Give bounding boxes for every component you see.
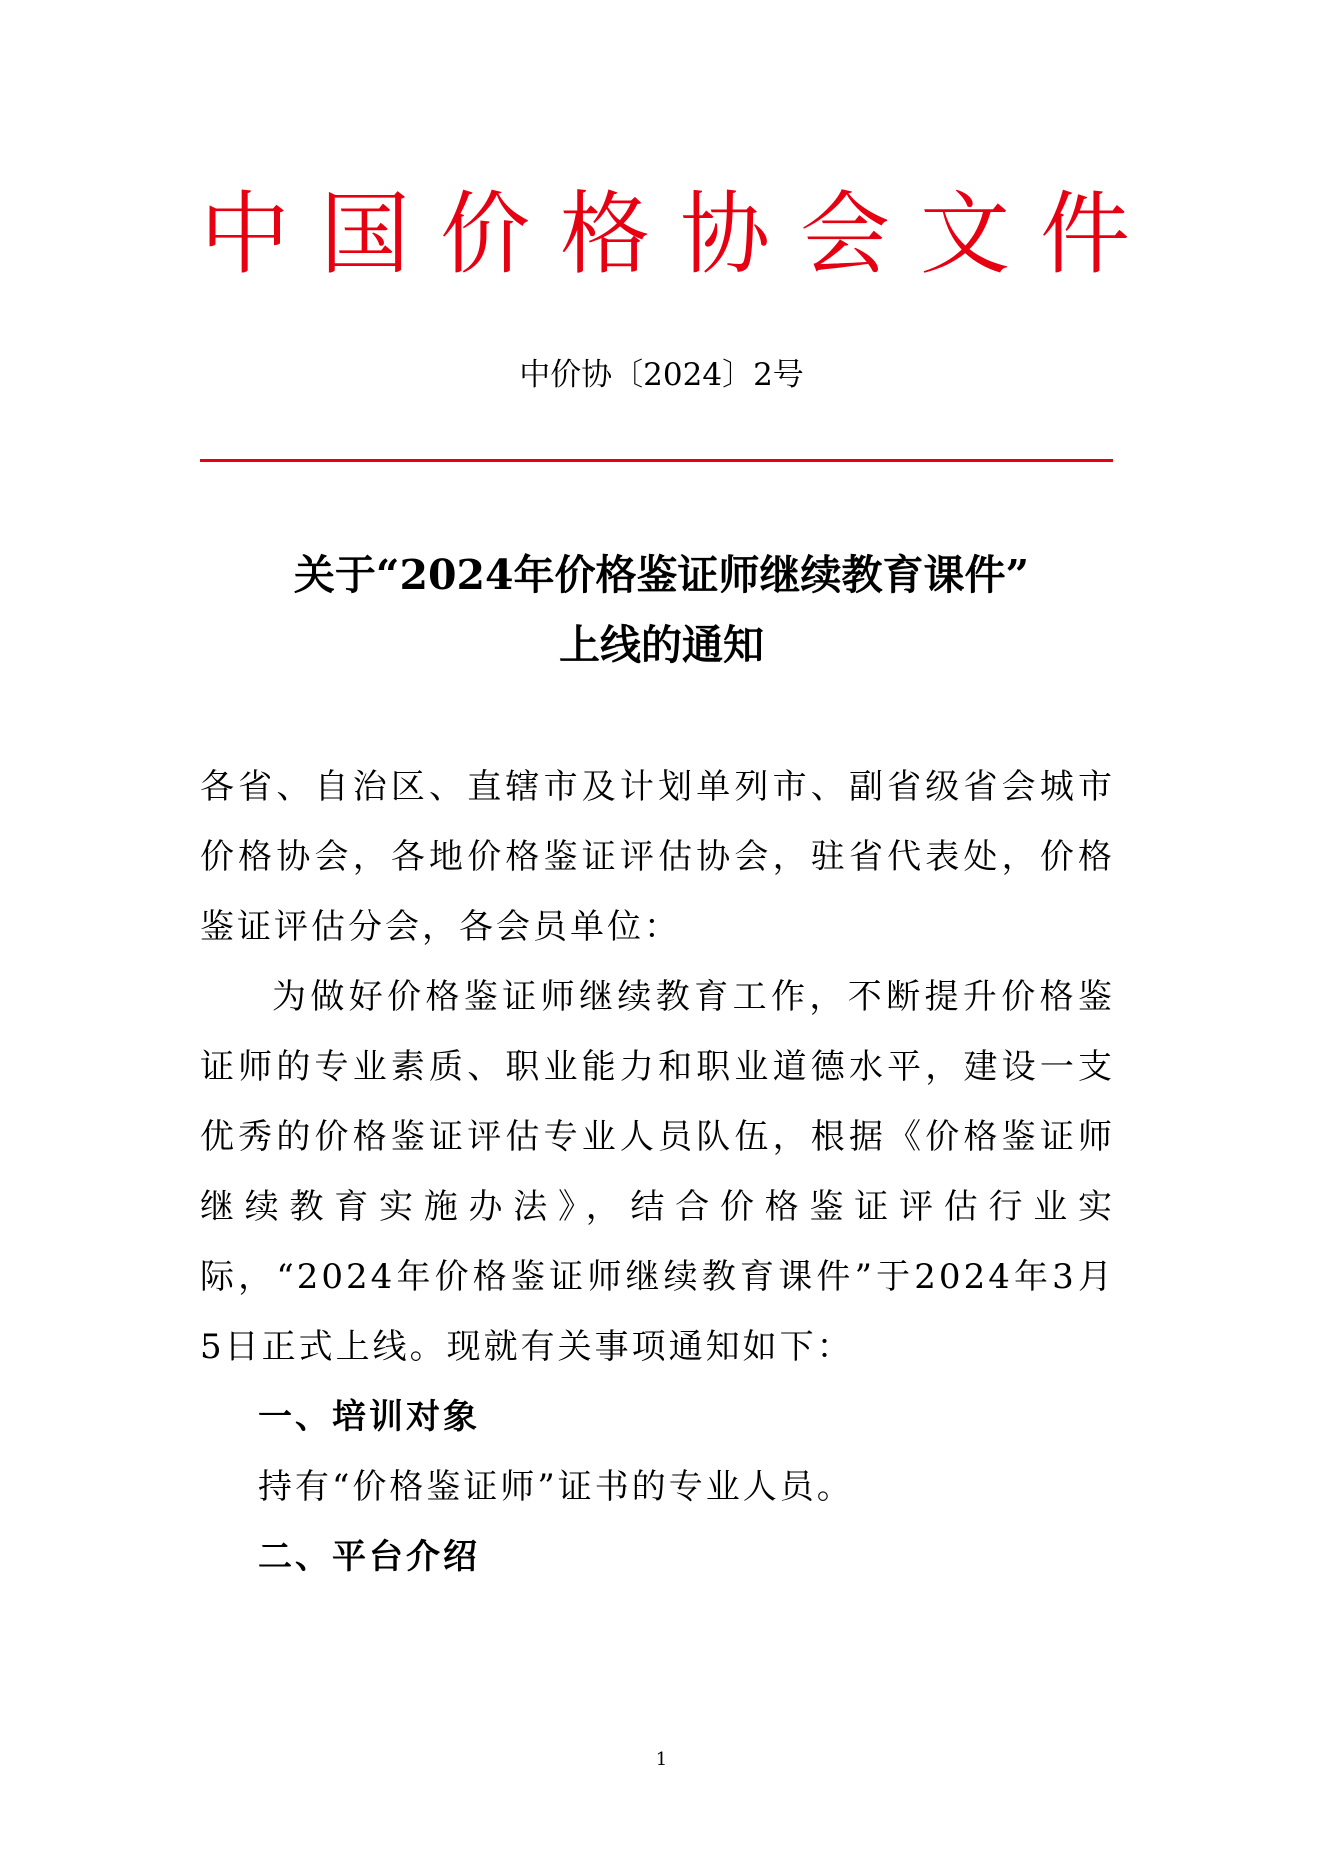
document-number: 中价协〔2024〕2号 — [519, 357, 804, 393]
page-number: 1 — [655, 1749, 668, 1770]
notice-title-line-2: 上线的通知 — [559, 621, 764, 669]
section-heading-training-target: 一、培训对象 — [258, 1397, 480, 1437]
section-text-training-target: 持有“价格鉴证师”证书的专业人员。 — [258, 1467, 854, 1507]
document-header-title: 中国价格协会文件 — [200, 182, 1160, 287]
section-heading-platform-intro: 二、平台介绍 — [258, 1537, 480, 1577]
notice-title-line-1: 关于“2024年价格鉴证师继续教育课件” — [293, 551, 1030, 599]
notice-title — [200, 540, 1123, 680]
notice-body — [200, 752, 1115, 1592]
addressee-paragraph: 各省、自治区、直辖市及计划单列市、副省级省会城市价格协会，各地价格鉴证评估协会，驻省代表处，价格鉴证评估分会，各会员单位： — [200, 767, 1115, 947]
header-divider — [200, 459, 1113, 462]
intro-paragraph: 为做好价格鉴证师继续教育工作，不断提升价格鉴证师的专业素质、职业能力和职业道德水平，建设一支优秀的价格鉴证评估专业人员队伍，根据《价格鉴证师继续教育实施办法》，结合价格鉴证评估行业实际，“2024年价格鉴证师继续教育课件”于2024年3月5日正式上线。现就有关事项通知如下： — [200, 977, 1115, 1367]
